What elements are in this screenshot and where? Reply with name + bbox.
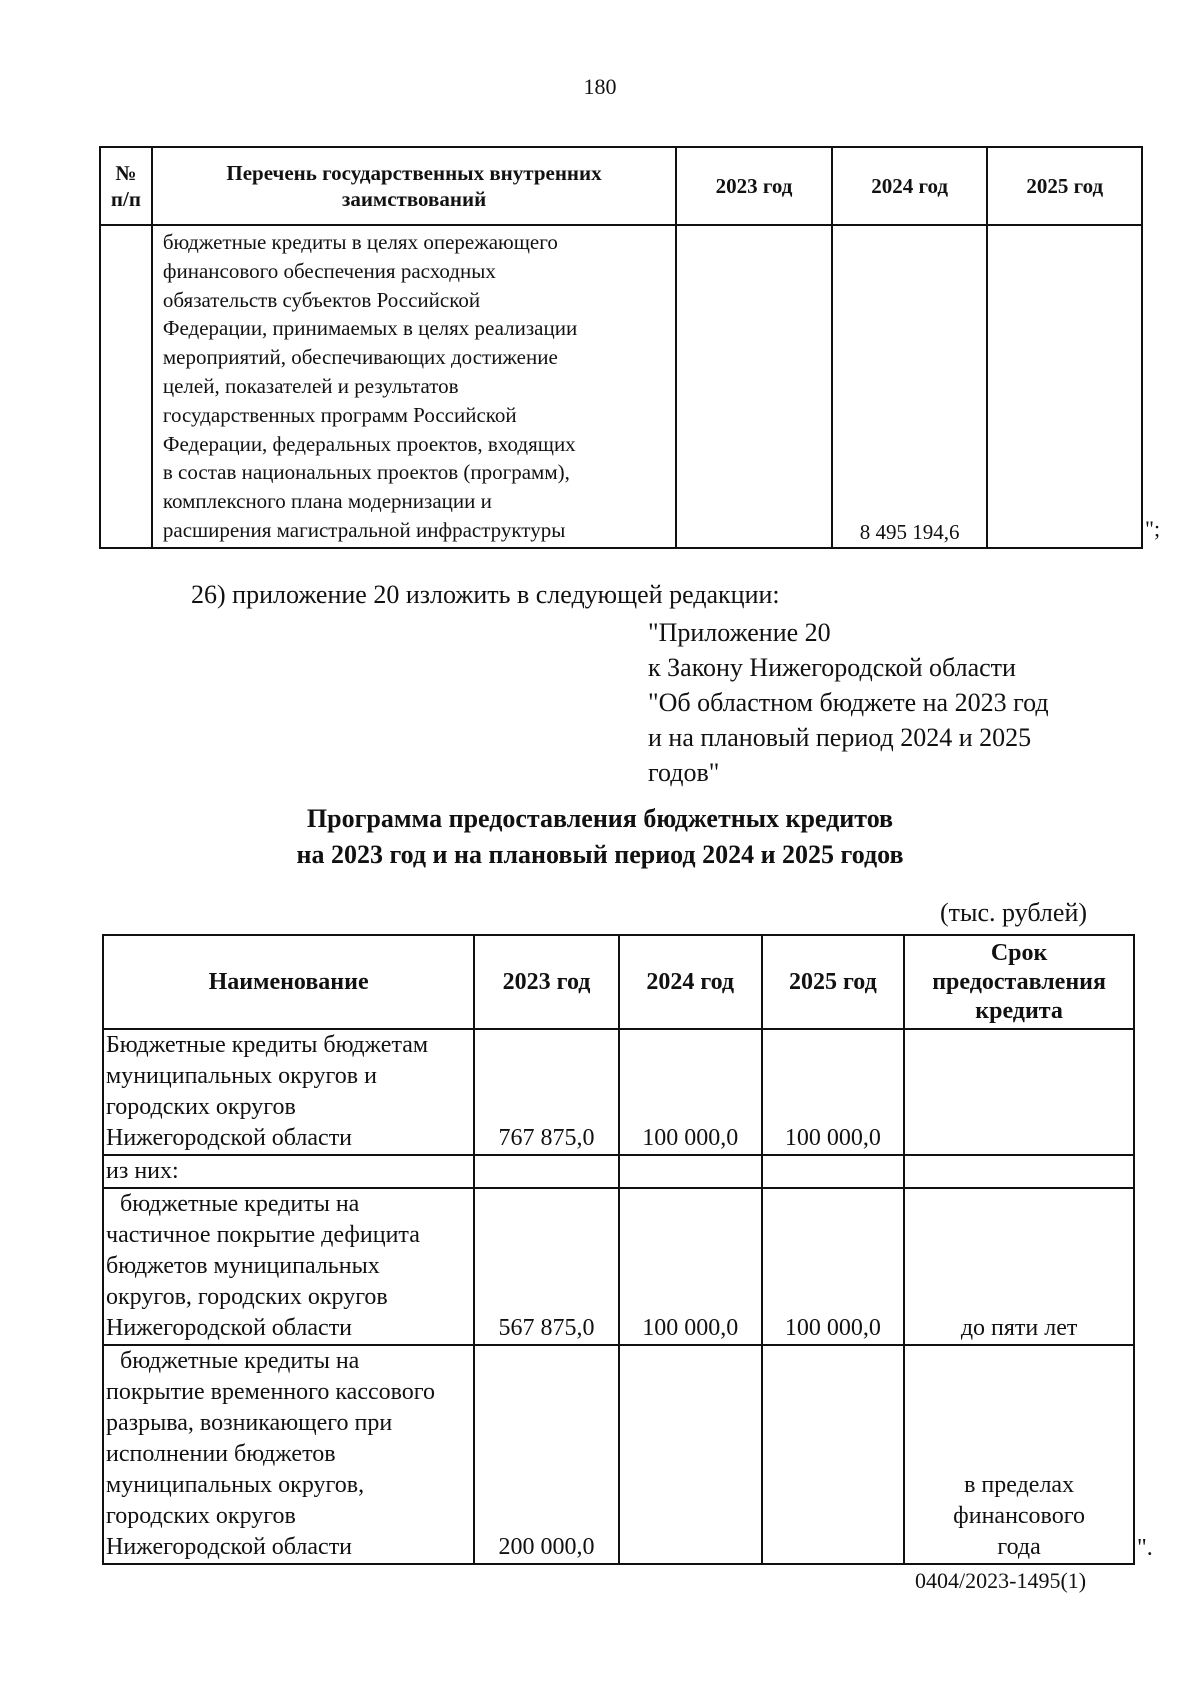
header-2025: 2025 год [987, 147, 1142, 225]
row-term: в пределах финансового года [904, 1345, 1134, 1564]
row-2023-value: 567 875,0 [474, 1188, 619, 1345]
header-borrowings-list: Перечень государственных внутренних заимствований [152, 147, 676, 225]
row-2025-value: 100 000,0 [762, 1188, 905, 1345]
program-title: Программа предоставления бюджетных кредитов на 2023 год и на плановый период 2024 и 2025 годов [296, 804, 904, 869]
row-term: до пяти лет [904, 1188, 1134, 1345]
amendment-item: 26) приложение 20 изложить в следующей редакции: [191, 580, 780, 609]
row-2023-value [474, 1155, 619, 1188]
document-code: 0404/2023-1495(1) [915, 1568, 1087, 1593]
row-2023-value: 767 875,0 [474, 1029, 619, 1155]
row-name: бюджетные кредиты на покрытие временного кассового разрыва, возникающего при исполнении бюджетов муниципальных округов, городских округов Нижегородской области [103, 1345, 474, 1564]
row-2024-value: 100 000,0 [619, 1188, 762, 1345]
row-2023-value: 200 000,0 [474, 1345, 619, 1564]
row-2025-value [762, 1155, 905, 1188]
page-number: 180 [583, 74, 617, 99]
row-name: из них: [103, 1155, 474, 1188]
row-name: Бюджетные кредиты бюджетам муниципальных округов и городских округов Нижегородской области [103, 1029, 474, 1155]
row-2024-value [619, 1345, 762, 1564]
row-2024-value: 100 000,0 [619, 1029, 762, 1155]
row-name: бюджетные кредиты на частичное покрытие дефицита бюджетов муниципальных округов, городских округов Нижегородской области [103, 1188, 474, 1345]
table-row [100, 225, 1142, 548]
header-2024: 2024 год [619, 935, 762, 1029]
appendix-caption: "Приложение 20 к Закону Нижегородской области "Об областном бюджете на 2023 год и на плановый период 2024 и 2025 годов" [648, 618, 1049, 787]
row-2023-value [676, 225, 832, 548]
closing-quote: "; [1145, 516, 1161, 541]
table-header-row [100, 147, 1142, 225]
closing-quote: ". [1137, 1535, 1153, 1561]
header-number: № п/п [100, 147, 152, 225]
row-term [904, 1155, 1134, 1188]
row-2025-value [987, 225, 1142, 548]
header-2025: 2025 год [762, 935, 905, 1029]
table-header-row [103, 935, 1134, 1029]
units-label: (тыс. рублей) [940, 898, 1088, 927]
row-description: бюджетные кредиты в целях опережающего финансового обеспечения расходных обязательств субъектов Российской Федерации, принимаемых в целях реализации мероприятий, обеспечивающих достижение целей, показателей и результатов государственных программ Российской Федерации, федеральных проектов, входящих в состав национальных проектов (программ), комплексного плана модернизации и расширения магистральной инфраструктуры [152, 225, 676, 548]
header-name: Наименование [103, 935, 474, 1029]
row-2024-value: 8 495 194,6 [832, 225, 988, 548]
header-2024: 2024 год [832, 147, 988, 225]
table-row [103, 1345, 1134, 1564]
table-row [103, 1155, 1134, 1188]
borrowings-table [99, 146, 1143, 549]
table-row [103, 1188, 1134, 1345]
table-row [103, 1029, 1134, 1155]
row-2025-value [762, 1345, 905, 1564]
header-2023: 2023 год [676, 147, 832, 225]
row-number [100, 225, 152, 548]
row-2025-value: 100 000,0 [762, 1029, 905, 1155]
row-2024-value [619, 1155, 762, 1188]
header-2023: 2023 год [474, 935, 619, 1029]
row-term [904, 1029, 1134, 1155]
credits-program-table [102, 934, 1135, 1565]
header-term: Срок предоставления кредита [904, 935, 1134, 1029]
